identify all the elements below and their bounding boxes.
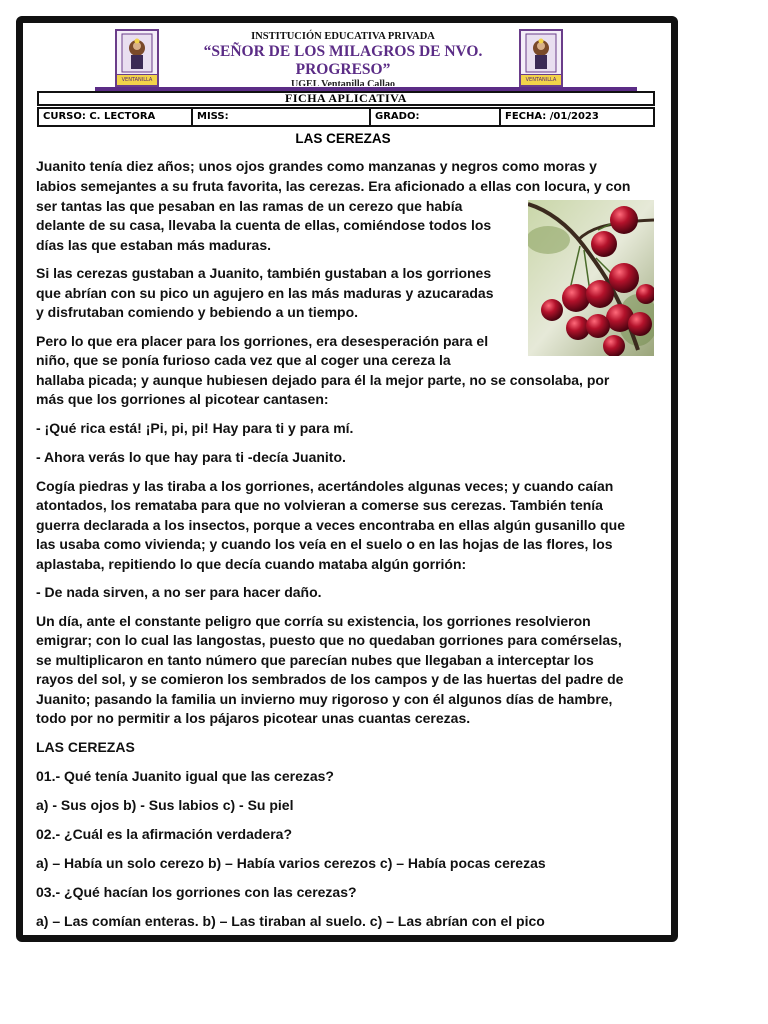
story-line: - ¡Qué rica está! ¡Pi, pi, pi! Hay para ti y para mí.: [36, 420, 354, 436]
story-line: niño, que se ponía furioso cada vez que al coger una cereza la: [36, 352, 451, 368]
student-info-row: [37, 107, 655, 127]
story-line: labios semejantes a su fruta favorita, las cerezas. Era aficionado a ellas con locura, y con: [36, 178, 631, 194]
question-2: 02.- ¿Cuál es la afirmación verdadera?: [36, 826, 292, 842]
story-line: emigrar; con lo cual las langostas, puesto que no quedaban gorriones para comérselas,: [36, 632, 622, 648]
answers-2: a) – Había un solo cerezo b) – Había varios cerezos c) – Había pocas cerezas: [36, 855, 546, 871]
story-line: más que los gorriones al picotear cantasen:: [36, 391, 329, 407]
school-crest-icon: VENTANILLA: [115, 29, 159, 87]
story-line: guerra declarada a los insectos, porque a veces encontraba en ellas algún gusanillo que: [36, 517, 625, 533]
story-line: días las que estaban más maduras.: [36, 237, 271, 253]
grade-field: GRADO:: [371, 109, 501, 125]
cherries-photo: [528, 200, 654, 356]
date-field: FECHA: /01/2023: [505, 111, 599, 122]
story-line: Juanito; pasando la familia un invierno muy rigoroso y con él algunos días de hambre,: [36, 691, 613, 707]
story-line: rayos del sol, y se comieron los sembrados de los campos y de las huertas del padre de: [36, 671, 624, 687]
school-subtitle: UGEL Ventanilla Callao: [291, 79, 395, 86]
story-line: Si las cerezas gustaban a Juanito, también gustaban a los gorriones: [36, 265, 492, 281]
story-line: que abrían con su pico un agujero en las más maduras y azucaradas: [36, 285, 494, 301]
course-field: CURSO: C. LECTORA: [39, 109, 193, 125]
quiz-title: LAS CEREZAS: [36, 739, 135, 755]
institution-label: INSTITUCIÓN EDUCATIVA PRIVADA: [251, 31, 435, 42]
question-3: 03.- ¿Qué hacían los gorriones con las cerezas?: [36, 884, 357, 900]
worksheet-title: FICHA APLICATIVA: [37, 91, 655, 106]
story-title: LAS CEREZAS: [295, 131, 391, 146]
story-line: - De nada sirven, a no ser para hacer daño.: [36, 584, 322, 600]
story-line: delante de su casa, llevaba la cuenta de ellas, comiéndose todos los: [36, 217, 492, 233]
story-line: y disfrutaban comiendo y bebiendo a un tiempo.: [36, 304, 359, 320]
answers-1: a) - Sus ojos b) - Sus labios c) - Su piel: [36, 797, 294, 813]
teacher-field: MISS:: [193, 109, 371, 125]
school-crest-icon: VENTANILLA: [519, 29, 563, 87]
school-name: “SEÑOR DE LOS MILAGROS DE NVO. PROGRESO”: [203, 43, 483, 78]
answers-3: a) – Las comían enteras. b) – Las tiraban al suelo. c) – Las abrían con el pico: [36, 913, 545, 929]
story-line: - Ahora verás lo que hay para ti -decía Juanito.: [36, 449, 346, 465]
story-line: las usaba como vivienda; y cuando los veía en el suelo o en las hojas de las flores, los: [36, 536, 613, 552]
story-line: Un día, ante el constante peligro que corría su existencia, los gorriones resolvieron: [36, 613, 591, 629]
story-line: hallaba picada; y aunque hubiesen dejado para él la mejor parte, no se consolaba, por: [36, 372, 610, 388]
story-line: ser tantas las que pesaban en las ramas de un cerezo que había: [36, 198, 463, 214]
worksheet-frame: [16, 16, 678, 942]
story-line: Juanito tenía diez años; unos ojos grandes como manzanas y negros como moras y: [36, 158, 597, 174]
story-line: Pero lo que era placer para los gorriones, era desesperación para el: [36, 333, 489, 349]
story-line: se multiplicaron en tanto número que parecían nubes que llegaban a interceptar los: [36, 652, 594, 668]
story-line: Cogía piedras y las tiraba a los gorriones, acertándoles algunas veces; y cuando caían: [36, 478, 614, 494]
story-line: aplastaba, repitiendo lo que decía cuando mataba algún gorrión:: [36, 556, 467, 572]
story-line: todo por no permitir a los pájaros picotear unas cuantas cerezas.: [36, 710, 471, 726]
story-line: atontados, los remataba para que no volvieran a comerse sus cerezas. También tenía: [36, 497, 603, 513]
question-1: 01.- Qué tenía Juanito igual que las cerezas?: [36, 768, 334, 784]
